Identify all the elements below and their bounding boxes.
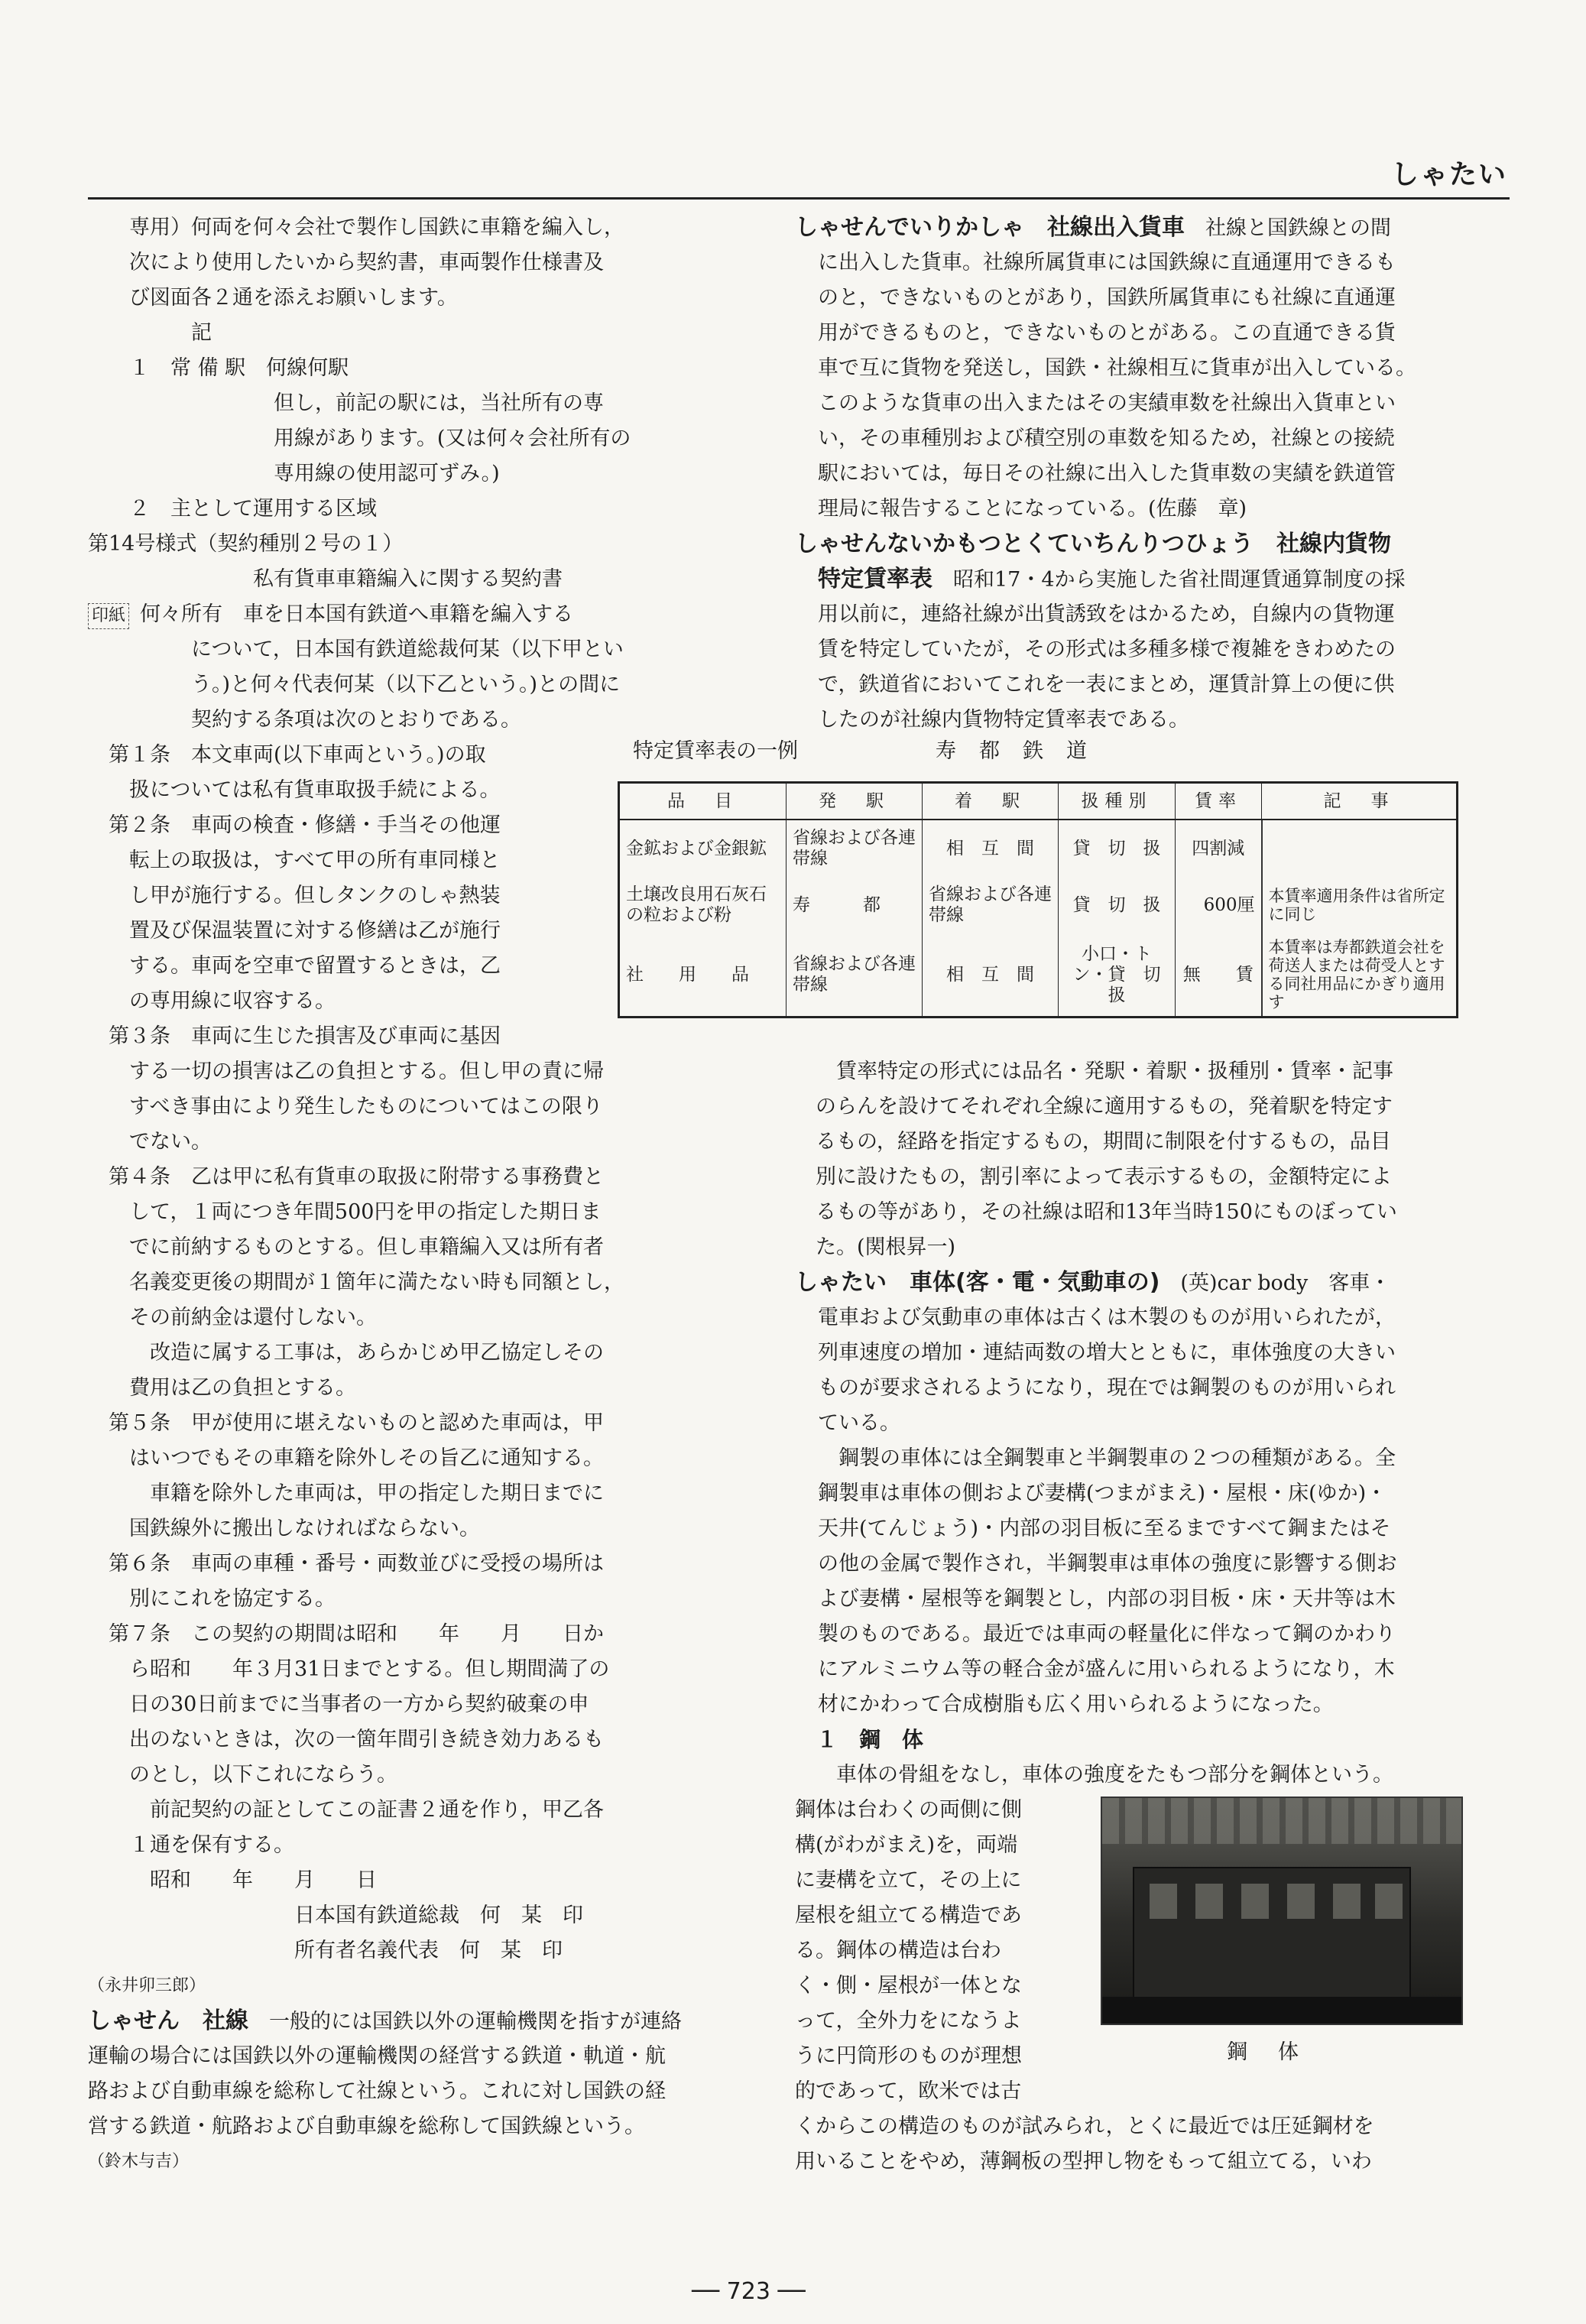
- photo-floor: [1102, 1997, 1461, 2024]
- entry-line: 車で互に貨物を発送し，国鉄・社線相互に貨車が出入している。: [818, 356, 1416, 380]
- wrapped-line: うに円筒形のものが理想: [795, 2044, 1022, 2068]
- wrapped-line: って，全外力をになうよ: [795, 2009, 1022, 2033]
- wrapped-line: 的であって，欧米では古: [795, 2079, 1022, 2103]
- entry-first-line: 昭和17・4から実施した省社間運賃通算制度の採: [932, 568, 1406, 592]
- text-line: 第２条 車両の検査・修繕・手当その他運: [88, 813, 501, 837]
- entry-line: 用以前に，連絡社線が出貨誘致をはかるため，自線内の貨物運: [818, 602, 1395, 626]
- cell-destination: 相 互 間: [923, 820, 1059, 877]
- cell-remarks: 本賃率は寿都鉄道会社を荷送人または荷受人とする同社用品にかぎり適用す: [1262, 933, 1458, 1018]
- col-header-item: 品 目: [619, 783, 787, 820]
- entry-line: 天井(てんじょう)・内部の羽目板に至るまですべて鋼またはそ: [818, 1517, 1391, 1540]
- col-header-rate: 賃率: [1176, 783, 1262, 820]
- text-line: 国鉄線外に搬出しなければならない。: [88, 1517, 480, 1540]
- car-body-photo: [1101, 1797, 1463, 2025]
- text-line: 第６条 車両の車種・番号・両数並びに受授の場所は: [88, 1552, 604, 1576]
- entry-line: 営する鉄道・航路および自動車線を総称して国鉄線という。: [88, 2115, 645, 2138]
- text-line: 第５条 甲が使用に堪えないものと認めた車両は，甲: [88, 1411, 604, 1435]
- specific-rate-table: [618, 781, 1458, 1018]
- text-line: について，日本国有鉄道総裁何某（以下甲とい: [88, 638, 624, 661]
- text-line: すべき事由により発生したものについてはこの限り: [88, 1095, 603, 1118]
- wrapped-line: 鋼体は台わくの両側に側: [795, 1798, 1022, 1822]
- photo-window: [1375, 1884, 1403, 1919]
- text-line: 所有者名義代表 何 某 印: [88, 1939, 563, 1962]
- text-line: 前記契約の証としてこの証書２通を作り，甲乙各: [88, 1798, 604, 1822]
- entry-line: 運輸の場合には国鉄以外の運輸機関の経営する鉄道・軌道・航: [88, 2044, 666, 2068]
- entry-line: にアルミニウム等の軽合金が盛んに用いられるようになり，木: [818, 1657, 1395, 1681]
- photo-window: [1241, 1884, 1269, 1919]
- text-line: 転上の取扱は，すべて甲の所有車同様と: [88, 849, 501, 872]
- cell-handling: 小口・トン・貸 切 扱: [1059, 933, 1176, 1018]
- text-line: 改造に属する工事は，あらかじめ甲乙協定しその: [88, 1341, 604, 1365]
- text-line: でない。: [88, 1130, 212, 1154]
- table-row: [619, 877, 1458, 933]
- cell-destination: 相 互 間: [923, 933, 1059, 1018]
- cell-item: 金鉱および金銀鉱: [619, 820, 787, 877]
- entry-first-line: 一般的には国鉄以外の運輸機関を指すが連絡: [248, 2010, 682, 2034]
- section-title: １ 鋼 体: [795, 1727, 924, 1752]
- author-credit: （鈴木与吉）: [88, 2152, 190, 2171]
- text-line: 第４条 乙は甲に私有貨車の取扱に附帯する事務費と: [88, 1165, 604, 1189]
- entry-shatai-tail: [795, 2109, 1494, 2180]
- text-line: し甲が施行する。但しタンクのしゃ熱装: [88, 884, 501, 907]
- text-line: び図面各２通を添えお願いします。: [88, 286, 458, 310]
- section-first-line: 車体の骨組をなし，車体の強度をたもつ部分を鋼体という。: [795, 1763, 1393, 1787]
- entry-chinritsu-first-line: [795, 562, 1494, 597]
- text-line: 第３条 車両に生じた損害及び車両に基因: [88, 1024, 501, 1048]
- cell-handling: 貸 切 扱: [1059, 877, 1176, 933]
- text-line: 日の30日前までに当事者の一方から契約破棄の申: [88, 1693, 589, 1716]
- text-line: 名義変更後の期間が１箇年に満たない時も同額とし，: [88, 1271, 624, 1294]
- photo-car-body: [1133, 1867, 1411, 2000]
- entry-headword: しゃせんないかもつとくていちんりつひょう 社線内貨物: [795, 531, 1391, 557]
- entry-line: したのが社線内貨物特定賃率表である。: [818, 708, 1189, 732]
- text-line: 記: [88, 321, 212, 345]
- wrapped-line: 屋根を組立てる構造であ: [795, 1904, 1022, 1927]
- photo-window: [1150, 1884, 1177, 1919]
- cell-remarks: [1262, 820, 1458, 877]
- text-line: 昭和 年 月 日: [88, 1868, 377, 1892]
- col-header-destination: 着 駅: [923, 783, 1059, 820]
- running-header: しゃたい: [1391, 159, 1508, 190]
- text-line: た。(関根昇一): [795, 1235, 956, 1259]
- text-line: のらんを設けてそれぞれ全線に適用するもの，発着駅を特定す: [795, 1095, 1393, 1118]
- text-line: 私有貨車車籍編入に関する契約書: [88, 567, 563, 591]
- table-caption-region: 寿都鉄道: [936, 739, 1110, 763]
- entry-line: 駅においては，毎日その社線に出入した貨車数の実績を鉄道管: [818, 462, 1396, 485]
- text-line: 専用線の使用認可ずみ。): [88, 462, 500, 485]
- header-rule: [88, 197, 1510, 200]
- entry-kasha-body: [795, 245, 1494, 527]
- rate-format-paragraph: [795, 1054, 1494, 1265]
- text-line: １通を保有する。: [88, 1833, 294, 1857]
- text-line: １ 常 備 駅 何線何駅: [88, 356, 349, 380]
- entry-kasha-first-line: [795, 210, 1494, 245]
- entry-headword-continued: 特定賃率表: [818, 566, 932, 592]
- cell-rate: 600厘: [1176, 877, 1262, 933]
- cell-handling: 貸 切 扱: [1059, 820, 1176, 877]
- cell-remarks: 本賃率適用条件は省所定に同じ: [1262, 877, 1458, 933]
- photo-roof-trusses: [1102, 1798, 1461, 1844]
- left-column-lines: [88, 210, 761, 597]
- text-line: るもの，経路を指定するもの，期間に制限を付するもの，品目: [795, 1130, 1391, 1154]
- cell-item: 土壌改良用石灰石の粒および粉: [619, 877, 787, 933]
- text-line: 車籍を除外した車両は，甲の指定した期日までに: [88, 1482, 604, 1505]
- text-line: はいつでもその車籍を除外しその旨乙に通知する。: [88, 1446, 604, 1470]
- text-line: 置及び保温装置に対する修繕は乙が施行: [88, 919, 501, 943]
- text-line: する一切の損害は乙の負担とする。但し甲の責に帰: [88, 1060, 604, 1083]
- cell-destination: 省線および各連帯線: [923, 877, 1059, 933]
- text-line: 別にこれを協定する。: [88, 1587, 336, 1611]
- entry-line: 路および自動車線を総称して社線という。これに対し国鉄の経: [88, 2079, 666, 2103]
- text-line: 契約する条項は次のとおりである。: [88, 708, 521, 732]
- entry-line: 鋼製の車体には全鋼製車と半鋼製車の２つの種類がある。全: [818, 1446, 1396, 1470]
- text-line: その前納金は還付しない。: [88, 1306, 377, 1329]
- cell-rate: 四割減: [1176, 820, 1262, 877]
- text-line: する。車両を空車で留置するときは，乙: [88, 954, 501, 978]
- photo-caption: 鋼体: [1227, 2040, 1329, 2064]
- cell-item: 社 用 品: [619, 933, 787, 1018]
- left-column: [88, 210, 761, 2180]
- entry-line: 理局に報告することになっている。(佐藤 章): [818, 497, 1247, 521]
- text-line: 次により使用したいから契約書，車両製作仕様書及: [88, 251, 604, 274]
- text-line: 第１条 本文車両(以下車両という。)の取: [88, 743, 486, 767]
- cell-rate: 無 賃: [1176, 933, 1262, 1018]
- stamp-line-text: 何々所有 車を日本国有鉄道へ車籍を編入する: [140, 602, 574, 626]
- entry-line: くからこの構造のものが試みられ，とくに最近では圧延鋼材を: [795, 2115, 1374, 2138]
- text-line: 専用）何両を何々会社で製作し国鉄に車籍を編入し，: [88, 216, 624, 239]
- text-line: のとし，以下これにならう。: [88, 1763, 397, 1787]
- text-line: 第７条 この契約の期間は昭和 年 月 日か: [88, 1622, 604, 1646]
- table-caption: [633, 734, 1110, 764]
- wrapped-line: 構(がわがまえ)を，両端: [795, 1833, 1018, 1857]
- table-row: [619, 820, 1458, 877]
- entry-chinritsu-body: [795, 597, 1494, 738]
- table-row: [619, 933, 1458, 1018]
- entry-chinritsu-headword-line: [795, 527, 1494, 562]
- text-line: う。)と何々代表何某（以下乙という。)との間に: [88, 673, 621, 696]
- entry-line: 鋼製車は車体の側および妻構(つまがまえ)・屋根・床(ゆか)・: [818, 1482, 1387, 1505]
- entry-line: に出入した貨車。社線所属貨車には国鉄線に直通運用できるも: [818, 251, 1396, 274]
- entry-line: 用いることをやめ，薄鋼板の型押し物をもって組立てる，いわ: [795, 2150, 1372, 2173]
- photo-window: [1333, 1884, 1361, 1919]
- text-line: でに前納するものとする。但し車籍編入又は所有者: [88, 1235, 604, 1259]
- entry-shatai-first-line: [795, 1265, 1494, 1300]
- entry-line: で，鉄道省においてこれを一表にまとめ，運賃計算上の便に供: [818, 673, 1395, 696]
- entry-headword: しゃせん 社線: [88, 2008, 248, 2034]
- col-header-handling: 扱種別: [1059, 783, 1176, 820]
- text-line: るもの等があり，その社線は昭和13年当時150にものぼってい: [795, 1200, 1397, 1224]
- entry-line: のと，できないものとがあり，国鉄所属貨車にも社線に直通運: [818, 286, 1396, 310]
- text-line: 賃率特定の形式には品名・発駅・着駅・扱種別・賃率・記事: [795, 1060, 1393, 1083]
- entry-line: 電車および気動車の車体は古くは木製のものが用いられたが，: [818, 1306, 1396, 1329]
- entry-first-line: (英)car body 客車・: [1159, 1271, 1391, 1295]
- entry-line: い，その車種別および積空別の車数を知るため，社線との接続: [818, 427, 1395, 450]
- entry-line: よび妻構・屋根等を鋼製とし，内部の羽目板・床・天井等は木: [818, 1587, 1396, 1611]
- text-line: の専用線に収容する。: [88, 989, 336, 1013]
- author-credit: （永井卯三郎）: [88, 1976, 206, 1995]
- col-header-remarks: 記 事: [1262, 783, 1458, 820]
- col-header-origin: 発 駅: [787, 783, 923, 820]
- wrapped-line: る。鋼体の構造は台わ: [795, 1939, 1001, 1962]
- text-line: 別に設けたもの，割引率によって表示するもの，金額特定によ: [795, 1165, 1392, 1189]
- entry-line: 列車速度の増加・連結両数の増大とともに，車体強度の大きい: [818, 1341, 1396, 1365]
- revenue-stamp-label: 印紙: [88, 603, 129, 629]
- page-number: ── 723 ──: [692, 2278, 806, 2305]
- text-line: 日本国有鉄道総裁 何 某 印: [88, 1904, 583, 1927]
- entry-line: 用ができるものと，できないものとがある。この直通できる貨: [818, 321, 1396, 345]
- table-header-row: [619, 783, 1458, 820]
- entry-shatai-body: [795, 1300, 1494, 1722]
- text-line: 費用は乙の負担とする。: [88, 1376, 356, 1400]
- text-line: ２ 主として運用する区域: [88, 497, 377, 521]
- cell-origin: 省線および各連帯線: [787, 933, 923, 1018]
- entry-headword: しゃせんでいりかしゃ 社線出入貨車: [795, 214, 1185, 241]
- text-line: ら昭和 年３月31日までとする。但し期間満了の: [88, 1657, 610, 1681]
- cell-origin: 寿 都: [787, 877, 923, 933]
- text-line: 第14号様式（契約種別２号の１）: [88, 532, 404, 556]
- entry-line: 材にかわって合成樹脂も広く用いられるようになった。: [818, 1693, 1334, 1716]
- wrapped-line: く・側・屋根が一体とな: [795, 1974, 1022, 1998]
- text-line: 扱については私有貨車取扱手続による。: [88, 778, 501, 802]
- stamp-line: [88, 597, 761, 632]
- entry-line: 賃を特定していたが，その形式は多種多様で複雑をきわめたの: [818, 638, 1396, 661]
- entry-shasen-first-line: [88, 2004, 761, 2039]
- cell-origin: 省線および各連帯線: [787, 820, 923, 877]
- photo-window: [1195, 1884, 1223, 1919]
- entry-line: ている。: [818, 1411, 900, 1435]
- entry-line: 製のものである。最近では車両の軽量化に伴なって鋼のかわり: [818, 1622, 1396, 1646]
- text-line: 用線があります。(又は何々会社所有の: [88, 427, 631, 450]
- photo-window: [1287, 1884, 1315, 1919]
- wrapped-line: に妻構を立て，その上に: [795, 1868, 1022, 1892]
- entry-line: このような貨車の出入またはその実績車数を社線出入貨車とい: [818, 391, 1396, 415]
- entry-headword: しゃたい 車体(客・電・気動車の): [795, 1269, 1160, 1296]
- text-line: 出のないときは，次の一箇年間引き続き効力あるも: [88, 1728, 604, 1751]
- entry-line: の他の金属で製作され，半鋼製車は車体の強度に影響する側お: [818, 1552, 1397, 1576]
- text-line: 但し，前記の駅には，当社所有の専: [88, 391, 604, 415]
- entry-line: ものが要求されるようになり，現在では鋼製のものが用いられ: [818, 1376, 1396, 1400]
- entry-first-line: 社線と国鉄線との間: [1185, 216, 1391, 240]
- text-line: して，１両につき年間500円を甲の指定した期日ま: [88, 1200, 602, 1224]
- table-caption-title: 特定賃率表の一例: [633, 739, 798, 763]
